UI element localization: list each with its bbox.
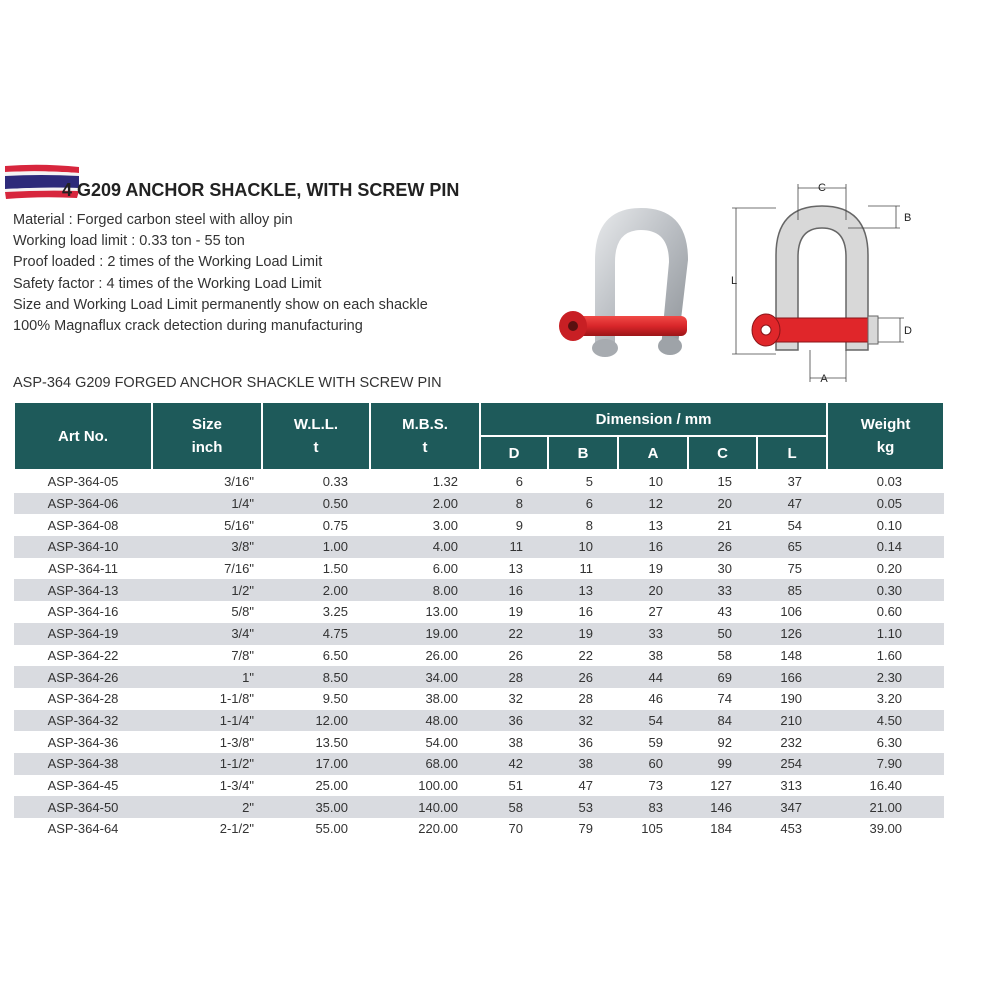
cell-wll: 17.00 [262,753,370,775]
cell-art-no: ASP-364-50 [14,796,152,818]
table-row [14,558,944,580]
cell-weight: 1.10 [827,623,944,645]
spec-table [13,401,945,840]
cell-c: 92 [717,734,732,750]
cell-b: 36 [578,734,593,750]
table-row [14,514,944,536]
cell-art-no: ASP-364-16 [47,604,119,620]
cell-c: 146 [688,796,757,818]
cell-c: 15 [717,474,732,490]
cell-mbs: 54.00 [425,734,458,750]
cell-art-no: ASP-364-22 [47,647,119,663]
table-subtitle: ASP-364 G209 FORGED ANCHOR SHACKLE WITH SCREW PIN [13,375,442,391]
cell-art-no: ASP-364-64 [47,821,119,837]
cell-art-no: ASP-364-13 [14,579,152,601]
table-row [14,688,944,710]
cell-wll: 8.50 [262,666,370,688]
cell-b: 11 [579,561,593,577]
cell-size: 5/8" [231,604,254,620]
cell-mbs: 100.00 [418,777,458,793]
cell-weight: 0.60 [876,604,903,620]
cell-d: 11 [480,536,548,558]
cell-wll: 9.50 [322,691,348,707]
col-header-mbs-label: M.B.S. [402,416,448,433]
cell-c: 30 [717,561,732,577]
cell-size: 3/16" [224,474,254,490]
cell-a: 20 [618,579,688,601]
cell-a: 46 [648,691,663,707]
col-header-c: C [688,436,757,470]
col-header-art-no: Art No. [14,402,152,470]
cell-wll: 35.00 [262,796,370,818]
cell-b: 10 [548,536,618,558]
cell-l: 232 [780,734,803,750]
cell-l: 47 [757,493,827,515]
cell-art-no: ASP-364-36 [47,734,119,750]
cell-weight: 0.03 [876,474,903,490]
cell-art-no: ASP-364-08 [47,517,119,533]
spec-wll: Working load limit : 0.33 ton - 55 ton [13,233,245,250]
cell-d: 6 [515,474,523,490]
table-row [14,623,944,645]
cell-wll: 2.00 [262,579,370,601]
cell-c: 69 [688,666,757,688]
cell-weight: 2.30 [827,666,944,688]
col-header-mbs-unit: t [422,439,428,456]
table-row [14,579,944,601]
table-row [14,775,944,797]
shackle-photo [553,200,703,365]
cell-c: 127 [710,777,732,793]
table-row [14,493,944,515]
cell-wll: 0.50 [262,493,370,515]
cell-l: 37 [787,474,803,490]
cell-mbs: 26.00 [425,647,458,663]
cell-weight: 0.14 [827,536,944,558]
cell-l: 254 [757,753,827,775]
cell-art-no: ASP-364-38 [14,753,152,775]
cell-mbs: 34.00 [370,666,480,688]
cell-l: 347 [757,796,827,818]
cell-art-no: ASP-364-45 [47,777,119,793]
cell-l: 54 [787,517,803,533]
cell-size: 2" [152,796,262,818]
cell-b: 26 [548,666,618,688]
cell-c: 43 [717,604,732,620]
cell-d: 22 [480,623,548,645]
cell-wll: 3.25 [322,604,348,620]
col-header-dimension: Dimension / mm [480,402,827,436]
col-header-wll-label: W.L.L. [293,416,339,433]
cell-d: 8 [480,493,548,515]
cell-d: 16 [480,579,548,601]
dim-label-b: B [904,212,912,224]
cell-a: 27 [648,604,663,620]
cell-mbs: 4.00 [370,536,480,558]
cell-d: 19 [508,604,523,620]
cell-l: 126 [757,623,827,645]
cell-b: 22 [578,647,593,663]
table-row [14,796,944,818]
cell-art-no: ASP-364-32 [14,710,152,732]
cell-b: 16 [578,604,593,620]
cell-mbs: 68.00 [370,753,480,775]
cell-c: 21 [717,517,732,533]
cell-art-no: ASP-364-19 [14,623,152,645]
spec-safety: Safety factor : 4 times of the Working Load Limit [13,275,322,292]
table-row [14,731,944,753]
col-header-wll [262,402,370,470]
cell-mbs: 1.32 [432,474,458,490]
cell-mbs: 38.00 [425,691,458,707]
cell-weight: 39.00 [869,821,903,837]
cell-art-no: ASP-364-10 [14,536,152,558]
cell-wll: 6.50 [322,647,348,663]
cell-wll: 4.75 [262,623,370,645]
cell-a: 73 [648,777,663,793]
cell-wll: 0.75 [322,517,348,533]
shackle-drawing [728,180,918,385]
cell-size: 1-3/8" [219,734,254,750]
page-title: 4 G209 ANCHOR SHACKLE, WITH SCREW PIN [62,180,460,200]
cell-d: 70 [508,821,523,837]
table-row [14,601,944,623]
cell-a: 44 [618,666,688,688]
cell-c: 99 [688,753,757,775]
cell-a: 10 [648,474,663,490]
cell-size: 3/4" [152,623,262,645]
cell-weight: 0.10 [876,517,903,533]
cell-b: 6 [548,493,618,515]
cell-wll: 13.50 [315,734,348,750]
cell-d: 36 [480,710,548,732]
cell-c: 184 [710,821,732,837]
cell-l: 106 [780,604,803,620]
cell-mbs: 8.00 [370,579,480,601]
cell-wll: 1.00 [262,536,370,558]
table-row [14,753,944,775]
cell-art-no: ASP-364-05 [47,474,119,490]
spec-material: Material : Forged carbon steel with alloy pin [13,212,293,228]
spec-marking: Size and Working Load Limit permanently show on each shackle [13,296,428,313]
cell-art-no: ASP-364-28 [47,691,119,707]
cell-l: 75 [787,561,803,577]
col-header-l: L [757,436,827,470]
cell-l: 85 [757,579,827,601]
col-header-size-label: Size [191,416,222,433]
col-header-size-unit: inch [191,439,223,456]
cell-mbs: 6.00 [432,561,458,577]
cell-d: 51 [508,777,523,793]
dim-label-c: C [818,182,826,194]
spec-proof: Proof loaded : 2 times of the Working Load Limit [13,254,323,271]
cell-b: 5 [585,474,593,490]
cell-a: 59 [648,734,663,750]
cell-b: 28 [578,691,593,707]
cell-wll: 1.50 [322,561,348,577]
cell-size: 7/8" [231,647,254,663]
cell-a: 33 [618,623,688,645]
cell-a: 12 [618,493,688,515]
cell-d: 28 [480,666,548,688]
cell-c: 84 [688,710,757,732]
cell-b: 13 [548,579,618,601]
table-row [14,470,944,493]
cell-d: 26 [508,647,523,663]
cell-b: 53 [548,796,618,818]
cell-mbs: 48.00 [370,710,480,732]
cell-mbs: 220.00 [418,821,458,837]
cell-b: 47 [578,777,593,793]
cell-mbs: 13.00 [425,604,458,620]
cell-weight: 21.00 [827,796,944,818]
cell-size: 1-1/2" [152,753,262,775]
cell-weight: 3.20 [876,691,903,707]
cell-b: 79 [578,821,593,837]
spec-magnaflux: 100% Magnaflux crack detection during manufacturing [13,318,363,335]
cell-b: 32 [548,710,618,732]
table-row [14,710,944,732]
cell-d: 42 [480,753,548,775]
table-row [14,818,944,840]
col-header-a: A [618,436,688,470]
cell-art-no: ASP-364-26 [14,666,152,688]
cell-a: 38 [648,647,663,663]
cell-art-no: ASP-364-06 [14,493,152,515]
table-row [14,536,944,558]
cell-l: 210 [757,710,827,732]
cell-wll: 0.33 [322,474,348,490]
cell-size: 1-1/8" [219,691,254,707]
cell-d: 58 [480,796,548,818]
cell-size: 1-1/4" [152,710,262,732]
table-row [14,645,944,667]
cell-weight: 4.50 [827,710,944,732]
cell-c: 20 [688,493,757,515]
cell-mbs: 3.00 [432,517,458,533]
cell-weight: 0.20 [876,561,903,577]
cell-size: 1" [152,666,262,688]
cell-a: 19 [648,561,663,577]
cell-l: 65 [757,536,827,558]
cell-wll: 55.00 [315,821,348,837]
col-header-weight [827,402,944,470]
col-header-d: D [480,436,548,470]
cell-c: 74 [717,691,732,707]
cell-l: 190 [780,691,803,707]
cell-weight: 7.90 [827,753,944,775]
cell-weight: 16.40 [869,777,903,793]
dim-label-l: L [731,275,738,287]
col-header-weight-label: Weight [860,416,911,433]
cell-wll: 25.00 [315,777,348,793]
cell-mbs: 2.00 [370,493,480,515]
col-header-weight-unit: kg [876,439,895,456]
cell-size: 5/16" [224,517,254,533]
cell-c: 26 [688,536,757,558]
cell-a: 83 [618,796,688,818]
cell-l: 313 [780,777,803,793]
dim-label-d: D [904,325,912,337]
cell-size: 1/2" [152,579,262,601]
cell-l: 166 [757,666,827,688]
cell-mbs: 19.00 [370,623,480,645]
cell-b: 38 [548,753,618,775]
col-header-b: B [548,436,618,470]
dim-label-a: A [820,373,828,385]
table-row [14,666,944,688]
cell-art-no: ASP-364-11 [48,561,118,577]
cell-weight: 1.60 [876,647,903,663]
cell-size: 3/8" [152,536,262,558]
cell-a: 16 [618,536,688,558]
col-header-wll-unit: t [313,439,319,456]
cell-weight: 0.05 [827,493,944,515]
cell-size: 1/4" [152,493,262,515]
cell-l: 453 [780,821,803,837]
cell-d: 32 [508,691,523,707]
cell-a: 54 [618,710,688,732]
cell-b: 19 [548,623,618,645]
cell-l: 148 [780,647,803,663]
cell-wll: 12.00 [262,710,370,732]
col-header-mbs [370,402,480,470]
cell-d: 38 [508,734,523,750]
cell-a: 13 [648,517,663,533]
cell-c: 58 [717,647,732,663]
cell-weight: 0.30 [827,579,944,601]
cell-c: 50 [688,623,757,645]
cell-d: 13 [508,561,523,577]
cell-a: 105 [641,821,663,837]
cell-weight: 6.30 [876,734,903,750]
cell-size: 1-3/4" [219,777,254,793]
col-header-size [152,402,262,470]
spec-list [13,210,428,337]
cell-a: 60 [618,753,688,775]
cell-b: 8 [585,517,593,533]
cell-size: 7/16" [224,561,254,577]
cell-size: 2-1/2" [219,821,254,837]
cell-c: 33 [688,579,757,601]
cell-mbs: 140.00 [370,796,480,818]
cell-d: 9 [515,517,523,533]
